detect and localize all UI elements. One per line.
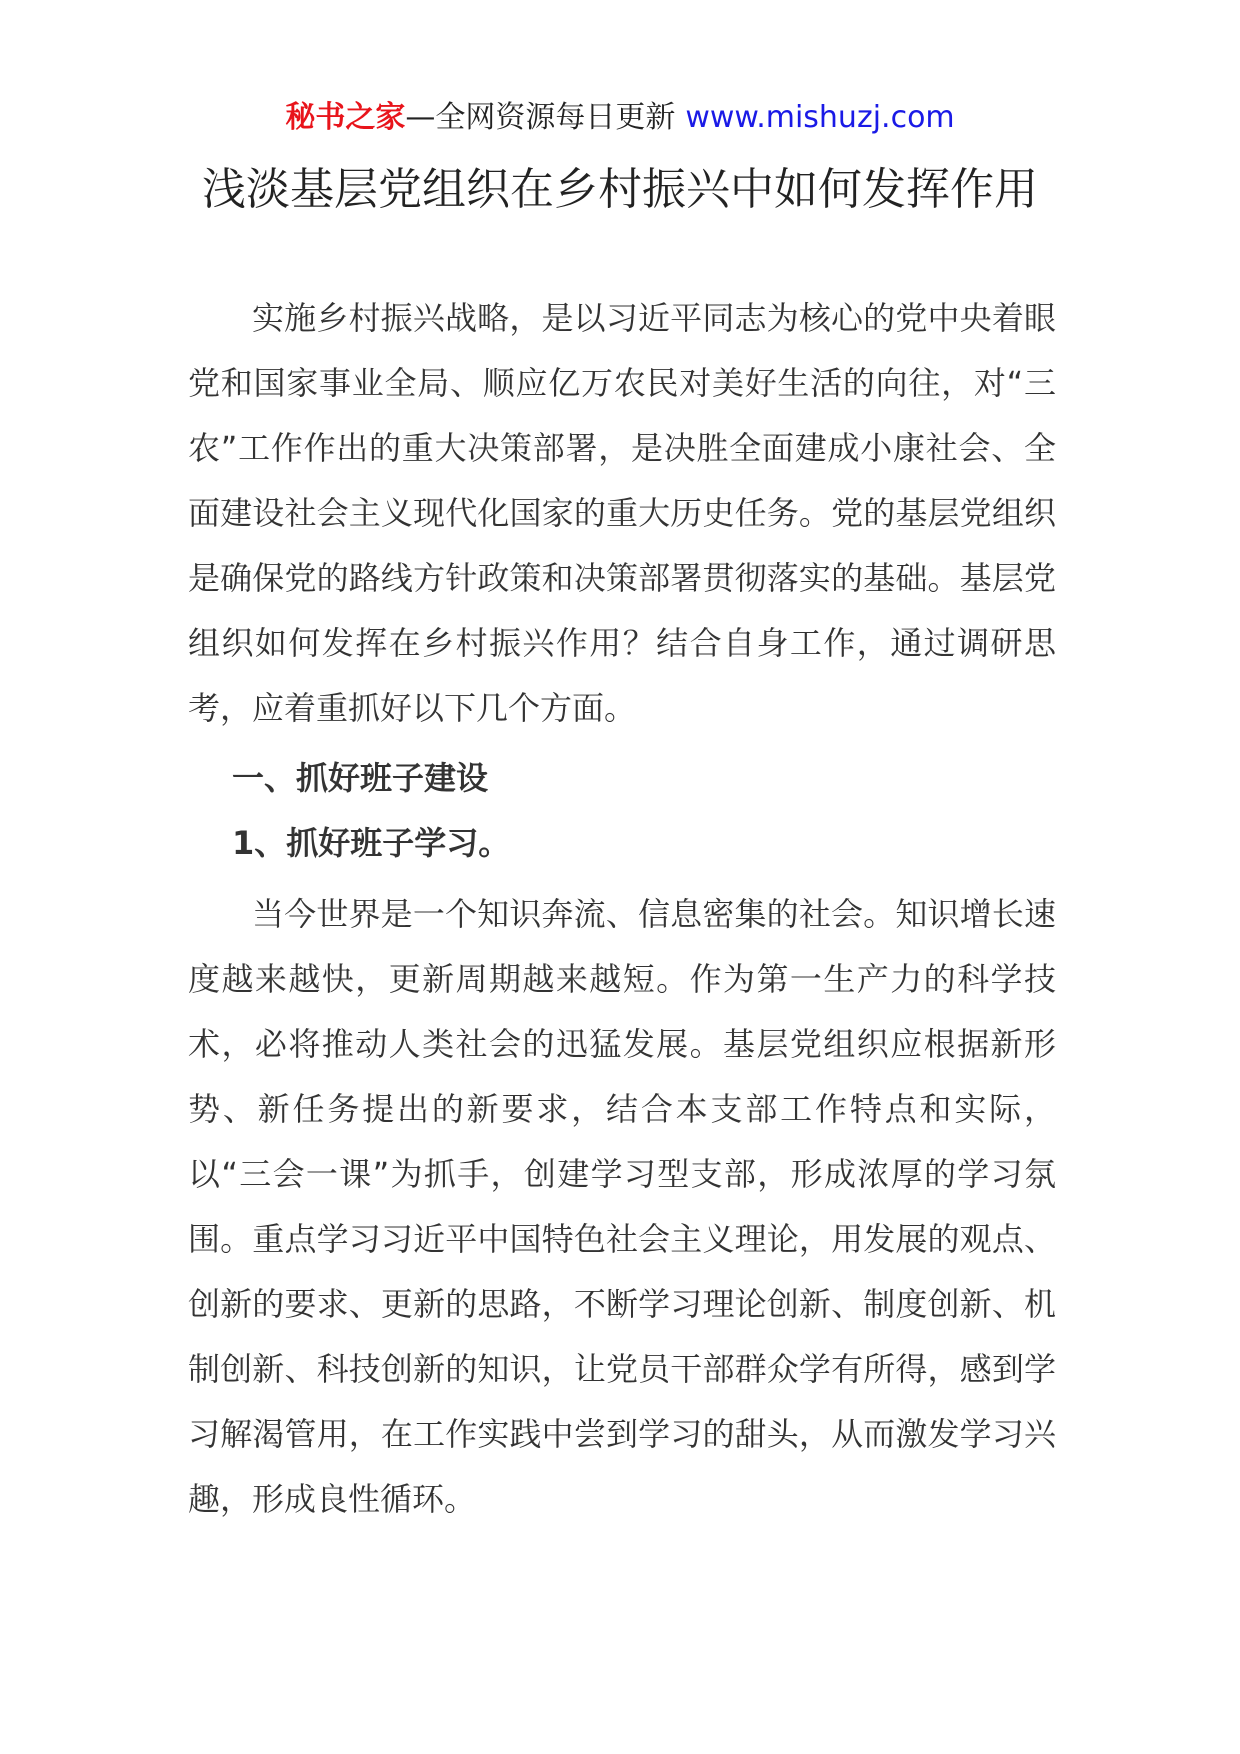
body-paragraph: 当今世界是一个知识奔流、信息密集的社会。知识增长速度越来越快，更新周期越来越短。作为第一生产力的科学技术，必将推动人类社会的迅猛发展。基层党组织应根据新形势、新任务提出的新要求，结合本支部工作特点和实际，以“三会一课”为抓手，创建学习型支部，形成浓厚的学习氛围。重点学习习近平中国特色社会主义理论，用发展的观点、创新的要求、更新的思路，不断学习理论创新、制度创新、机制创新、科技创新的知识，让党员干部群众学有所得，感到学习解渴管用，在工作实践中尝到学习的甜头，从而激发学习兴趣，形成良性循环。 [188, 895, 1056, 1518]
header-dash: — [405, 100, 436, 135]
section-heading: 一、抓好班子建设 [232, 759, 489, 797]
intro-paragraph: 实施乡村振兴战略，是以习近平同志为核心的党中央着眼党和国家事业全局、顺应亿万农民对美好生活的向往，对“三农”工作作出的重大决策部署，是决胜全面建成小康社会、全面建设社会主义现代化国家的重大历史任务。党的基层党组织是确保党的路线方针政策和决策部署贯彻落实的基础。基层党组织如何发挥在乡村振兴作用？结合自身工作，通过调研思考，应着重抓好以下几个方面。 [188, 299, 1056, 727]
document-title: 浅淡基层党组织在乡村振兴中如何发挥作用 [202, 164, 1038, 215]
site-header [0, 98, 1240, 138]
header-tagline: 全网资源每日更新 [435, 100, 676, 135]
site-name: 秘书之家 [285, 100, 406, 135]
subsection-heading: 1、抓好班子学习。 [232, 824, 511, 862]
site-url-link[interactable]: www.mishuzj.com [685, 100, 955, 135]
